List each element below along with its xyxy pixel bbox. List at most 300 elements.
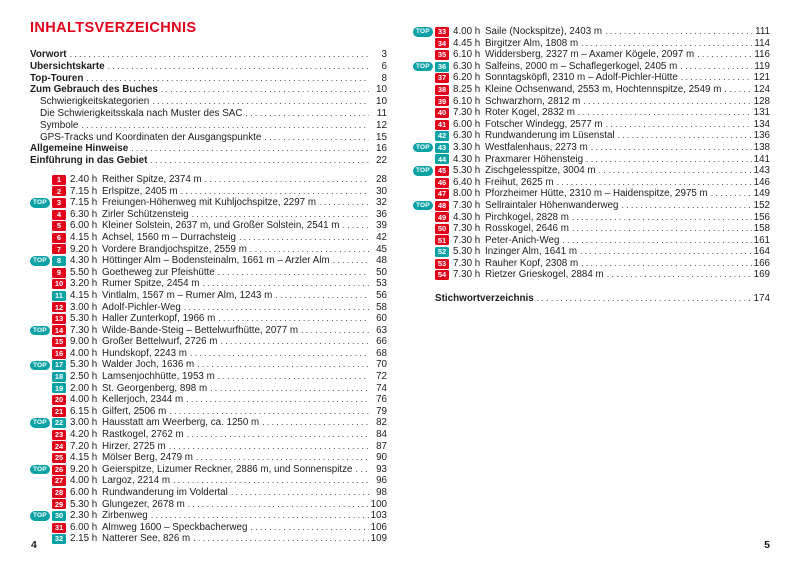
page-title: INHALTSVERZEICHNIS [30, 20, 197, 36]
route-duration: 5.30 h [70, 313, 98, 325]
route-name: Roter Kogel, 2832 m [485, 107, 575, 119]
route-name: Saile (Nockspitze), 2403 m [485, 26, 603, 37]
dot-leader [605, 26, 752, 38]
route-page-number: 106 [370, 521, 387, 533]
route-name: Vintlalm, 1567 m – Rumer Alm, 1243 m [102, 289, 273, 301]
route-entry [413, 26, 770, 38]
route-number-badge: 1 [52, 175, 66, 185]
route-entry [30, 348, 387, 360]
route-duration: 7.30 h [453, 199, 481, 211]
route-duration: 6.00 h [70, 521, 98, 533]
route-name: Sonntagsköpfl, 2310 m – Adolf-Pichler-Hütte [485, 72, 678, 84]
dot-leader [711, 188, 752, 200]
route-duration: 2.30 h [70, 510, 98, 522]
route-duration: 2.50 h [70, 371, 98, 383]
route-page-number: 103 [370, 510, 387, 522]
route-name: Zischgelesspitze, 3004 m [485, 165, 596, 177]
route-number-badge: 31 [52, 523, 66, 533]
route-number-badge: 25 [52, 453, 66, 463]
route-name: Rauher Kopf, 2308 m [485, 257, 579, 269]
route-name: Kellerjoch, 2344 m [102, 394, 184, 406]
top-badge: TOP [30, 256, 50, 266]
route-entry [30, 244, 387, 256]
route-page-number: 100 [370, 498, 387, 510]
route-page-number: 136 [753, 130, 770, 142]
route-duration: 7.30 h [453, 223, 481, 235]
route-entry [413, 130, 770, 142]
route-name: Rietzer Grieskogel, 2884 m [485, 269, 604, 281]
route-page-number: 76 [376, 394, 387, 406]
route-number-badge: 33 [435, 27, 449, 37]
route-page-number: 161 [753, 234, 770, 246]
route-page-number: 82 [376, 417, 387, 429]
route-duration: 3.20 h [70, 278, 98, 290]
route-page-number: 32 [376, 197, 387, 209]
route-duration: 7.30 h [453, 107, 481, 119]
route-entry [413, 154, 770, 166]
top-slot [30, 326, 52, 336]
route-duration: 4.00 h [70, 394, 98, 406]
route-number-badge: 32 [52, 534, 66, 544]
route-duration: 3.00 h [70, 417, 98, 429]
top-slot [413, 143, 435, 153]
dot-leader [131, 143, 369, 155]
route-name: Glungezer, 2678 m [102, 498, 185, 510]
route-name: Birgitzer Alm, 1808 m [485, 37, 579, 49]
route-page-number: 114 [754, 37, 770, 49]
route-entry [30, 417, 387, 429]
route-name: Schwarzhorn, 2812 m [485, 95, 581, 107]
route-number-badge: 22 [52, 418, 66, 428]
toc-entry-label: Übersichtskarte [30, 60, 105, 72]
route-page-number: 42 [376, 231, 387, 243]
route-page-number: 72 [376, 371, 387, 383]
top-slot [413, 201, 435, 211]
top-badge: TOP [413, 27, 433, 37]
page-right [413, 26, 770, 304]
route-duration: 6.30 h [453, 60, 481, 72]
route-duration: 7.15 h [70, 185, 98, 197]
route-number-badge: 20 [52, 395, 66, 405]
top-slot [30, 418, 52, 428]
dot-leader [231, 487, 369, 499]
dot-leader [578, 107, 752, 119]
route-number-badge: 14 [52, 325, 66, 335]
route-name: Inzinger Alm, 1641 m [485, 246, 578, 258]
route-entry [30, 452, 387, 464]
dot-leader [197, 359, 369, 371]
top-badge: TOP [413, 201, 433, 211]
route-name: Praxmarer Höhensteig [485, 153, 584, 165]
toc-entry-page: 8 [381, 72, 387, 84]
route-duration: 4.15 h [70, 452, 98, 464]
top-badge: TOP [30, 418, 50, 428]
route-duration: 3.30 h [453, 141, 481, 153]
route-number-badge: 41 [435, 120, 449, 130]
route-entry [30, 522, 387, 534]
route-number-badge: 3 [52, 198, 66, 208]
route-page-number: 87 [376, 440, 387, 452]
route-list-right [413, 26, 770, 281]
route-page-number: 39 [376, 220, 387, 232]
route-page-number: 164 [753, 246, 770, 258]
route-entry [30, 394, 387, 406]
toc-entry-page: 15 [376, 131, 387, 143]
page-left [30, 20, 387, 545]
index-entry-page: 174 [753, 293, 770, 305]
top-slot [30, 465, 52, 475]
toc-entry-label: Symbole [40, 119, 79, 131]
toc-entry [30, 73, 387, 85]
top-slot [413, 62, 435, 72]
route-page-number: 48 [376, 255, 387, 267]
top-badge: TOP [413, 62, 433, 72]
route-page-number: 30 [376, 185, 387, 197]
route-name: Achsel, 1560 m – Durrachsteig [102, 231, 236, 243]
route-number-badge: 11 [52, 291, 66, 301]
route-duration: 2.40 h [70, 173, 98, 185]
dot-leader [591, 142, 752, 154]
dot-leader [205, 174, 369, 186]
route-duration: 6.15 h [70, 405, 98, 417]
route-name: Kleiner Solstein, 2637 m, und Großer Solstein, 2541 m [102, 220, 340, 232]
toc-entry-page: 12 [376, 119, 387, 131]
top-badge: TOP [30, 198, 50, 208]
route-name: Goetheweg zur Pfeishütte [102, 266, 215, 278]
toc-entry-label: Allgemeine Hinweise [30, 143, 129, 155]
dot-leader [150, 155, 369, 167]
route-entry [30, 313, 387, 325]
route-name: Almweg 1600 – Speckbacherweg [102, 521, 248, 533]
toc-entry [30, 132, 387, 144]
route-number-badge: 44 [435, 154, 449, 164]
toc-entry-label: Einführung in das Gebiet [30, 155, 148, 167]
top-slot [30, 511, 52, 521]
route-name: Adolf-Pichler-Weg [102, 301, 181, 313]
route-page-number: 134 [753, 118, 770, 130]
route-number-badge: 10 [52, 279, 66, 289]
route-number-badge: 49 [435, 212, 449, 222]
toc-entry-label: GPS-Tracks und Koordinaten der Ausgangspunkte [40, 131, 262, 143]
route-page-number: 138 [753, 141, 770, 153]
dot-leader [356, 464, 370, 476]
route-name: St. Georgenberg, 898 m [102, 382, 208, 394]
dot-leader [161, 84, 369, 96]
route-page-number: 166 [753, 257, 770, 269]
route-number-badge: 38 [435, 85, 449, 95]
dot-leader [319, 197, 369, 209]
route-entry [413, 142, 770, 154]
route-name: Pirchkogel, 2828 m [485, 211, 569, 223]
top-badge: TOP [30, 511, 50, 521]
route-entry [30, 278, 387, 290]
dot-leader [580, 246, 752, 258]
route-number-badge: 19 [52, 383, 66, 393]
dot-leader [557, 177, 752, 189]
route-duration: 4.15 h [70, 231, 98, 243]
route-entry [413, 212, 770, 224]
route-entry [30, 406, 387, 418]
dot-leader [246, 108, 369, 120]
route-duration: 7.30 h [70, 324, 98, 336]
dot-leader [607, 269, 752, 281]
route-name: Natterer See, 826 m [102, 533, 191, 545]
route-name: Wilde-Bande-Steig – Bettelwurfhütte, 2077 m [102, 324, 299, 336]
dot-leader [70, 49, 369, 61]
route-page-number: 131 [753, 107, 770, 119]
route-entry [30, 475, 387, 487]
route-page-number: 169 [753, 269, 770, 281]
dot-leader [169, 406, 369, 418]
route-entry [30, 429, 387, 441]
toc-entry [30, 155, 387, 167]
route-duration: 5.30 h [453, 165, 481, 177]
route-number-badge: 27 [52, 476, 66, 486]
route-entry [413, 49, 770, 61]
top-badge: TOP [30, 361, 50, 371]
route-entry [30, 325, 387, 337]
route-entry [413, 119, 770, 131]
toc-entry-page: 6 [381, 60, 387, 72]
route-name: Pforzheimer Hütte, 2310 m – Haidenspitze, 2975 m [485, 188, 708, 200]
route-page-number: 53 [376, 278, 387, 290]
top-slot [30, 361, 52, 371]
route-name: Rastkogel, 2762 m [102, 429, 184, 441]
dot-leader [186, 394, 369, 406]
toc-entry [30, 120, 387, 132]
route-duration: 6.10 h [453, 95, 481, 107]
route-name: Freihut, 2625 m [485, 176, 554, 188]
dot-leader [724, 84, 751, 96]
route-page-number: 84 [376, 429, 387, 441]
route-name: Mölser Berg, 2479 m [102, 452, 193, 464]
route-number-badge: 50 [435, 224, 449, 234]
top-slot [30, 198, 52, 208]
route-duration: 6.00 h [70, 220, 98, 232]
route-number-badge: 52 [435, 247, 449, 257]
route-duration: 7.15 h [70, 197, 98, 209]
dot-leader [173, 475, 369, 487]
dot-leader [188, 499, 369, 511]
dot-leader [187, 429, 369, 441]
route-page-number: 93 [376, 463, 387, 475]
route-number-badge: 21 [52, 407, 66, 417]
dot-leader [218, 267, 369, 279]
route-duration: 4.30 h [70, 255, 98, 267]
route-number-badge: 13 [52, 314, 66, 324]
route-name: Freiungen-Höhenweg mit Kuhljochspitze, 2297 m [102, 197, 317, 209]
route-duration: 6.30 h [453, 130, 481, 142]
route-entry [30, 441, 387, 453]
page-number-left: 4 [31, 539, 37, 551]
top-badge: TOP [413, 166, 433, 176]
route-name: Gilfert, 2506 m [102, 405, 167, 417]
dot-leader [250, 244, 369, 256]
route-entry [413, 223, 770, 235]
route-page-number: 146 [753, 176, 770, 188]
route-page-number: 156 [753, 211, 770, 223]
dot-leader [562, 235, 751, 247]
route-entry [30, 174, 387, 186]
top-slot [413, 166, 435, 176]
toc-entry [30, 108, 387, 120]
route-entry [413, 96, 770, 108]
top-slot [413, 27, 435, 37]
dot-leader [342, 220, 369, 232]
route-name: Widdersberg, 2327 m – Axamer Kögele, 2097 m [485, 49, 695, 61]
route-page-number: 119 [754, 60, 770, 72]
route-duration: 7.30 h [453, 257, 481, 269]
toc-entry-label: Schwierigkeitskategorien [40, 96, 150, 108]
toc-entry-page: 11 [376, 107, 387, 119]
dot-leader [581, 38, 752, 50]
dot-leader [250, 522, 368, 534]
route-page-number: 149 [753, 188, 770, 200]
route-name: Erlspitze, 2405 m [102, 185, 178, 197]
route-name: Höttinger Alm – Bodensteinalm, 1661 m – Arzler Alm [102, 255, 330, 267]
route-page-number: 158 [753, 223, 770, 235]
route-entry [413, 84, 770, 96]
route-duration: 9.20 h [70, 463, 98, 475]
dot-leader [193, 533, 368, 545]
dot-leader [220, 336, 369, 348]
route-duration: 4.30 h [453, 211, 481, 223]
route-number-badge: 26 [52, 465, 66, 475]
route-number-badge: 48 [435, 201, 449, 211]
dot-leader [599, 165, 752, 177]
route-number-badge: 46 [435, 178, 449, 188]
route-duration: 9.00 h [70, 336, 98, 348]
route-number-badge: 30 [52, 511, 66, 521]
route-page-number: 109 [370, 533, 387, 545]
route-page-number: 74 [376, 382, 387, 394]
route-name: Walder Joch, 1636 m [102, 359, 195, 371]
route-number-badge: 18 [52, 372, 66, 382]
route-page-number: 36 [376, 208, 387, 220]
route-page-number: 66 [376, 336, 387, 348]
route-number-badge: 17 [52, 360, 66, 370]
dot-leader [697, 49, 752, 61]
route-duration: 2.00 h [70, 382, 98, 394]
dot-leader [572, 223, 752, 235]
route-entry [30, 383, 387, 395]
route-number-badge: 29 [52, 499, 66, 509]
route-entry [413, 269, 770, 281]
route-duration: 9.20 h [70, 243, 98, 255]
route-entry [413, 177, 770, 189]
toc-entry [30, 143, 387, 155]
dot-leader [333, 255, 369, 267]
route-name: Geierspitze, Lizumer Reckner, 2886 m, und Sonnenspitze [102, 463, 353, 475]
route-entry [30, 499, 387, 511]
route-name: Reither Spitze, 2374 m [102, 173, 202, 185]
route-duration: 6.10 h [453, 49, 481, 61]
dot-leader [264, 132, 369, 144]
route-entry [413, 188, 770, 200]
dot-leader [583, 96, 751, 108]
dot-leader [621, 200, 751, 212]
route-duration: 6.00 h [453, 118, 481, 130]
route-page-number: 60 [376, 313, 387, 325]
route-duration: 4.15 h [70, 289, 98, 301]
route-duration: 3.00 h [70, 301, 98, 313]
toc-entry-label: Top-Touren [30, 72, 84, 84]
route-number-badge: 36 [435, 62, 449, 72]
route-entry [30, 533, 387, 545]
route-name: Westfalenhaus, 2273 m [485, 141, 588, 153]
index-entry-row [435, 293, 770, 304]
route-page-number: 143 [753, 165, 770, 177]
route-number-badge: 7 [52, 244, 66, 254]
route-page-number: 58 [376, 301, 387, 313]
dot-leader [572, 212, 752, 224]
route-name: Rundwanderung im Lüsenstal [485, 130, 615, 142]
route-name: Rundwanderung im Voldertal [102, 487, 228, 498]
route-number-badge: 6 [52, 233, 66, 243]
route-entry [30, 359, 387, 371]
front-matter-list [30, 49, 387, 167]
route-entry [413, 107, 770, 119]
dot-leader [184, 302, 369, 314]
route-entry [30, 510, 387, 522]
route-duration: 6.00 h [70, 487, 98, 498]
route-duration: 2.15 h [70, 533, 98, 545]
route-name: Sellraintaler Höhenwanderweg [485, 199, 619, 211]
route-duration: 7.20 h [70, 440, 98, 452]
route-number-badge: 45 [435, 166, 449, 176]
route-name: Hirzer, 2725 m [102, 440, 166, 452]
route-page-number: 68 [376, 347, 387, 359]
route-page-number: 128 [753, 95, 770, 107]
route-entry [30, 464, 387, 476]
dot-leader [192, 209, 369, 221]
route-page-number: 121 [753, 72, 770, 84]
route-entry [413, 235, 770, 247]
route-number-badge: 40 [435, 108, 449, 118]
toc-entry-page: 16 [376, 143, 387, 155]
route-page-number: 111 [755, 26, 770, 37]
route-page-number: 98 [376, 487, 387, 498]
route-entry [30, 487, 387, 499]
route-page-number: 45 [376, 243, 387, 255]
dot-leader [262, 417, 369, 429]
route-name: Haller Zunterkopf, 1966 m [102, 313, 216, 325]
route-number-badge: 39 [435, 96, 449, 106]
dot-leader [190, 348, 369, 360]
route-duration: 6.30 h [70, 208, 98, 220]
route-name: Kleine Ochsenwand, 2553 m, Hochtennspitze, 2549 m [485, 83, 722, 95]
route-entry [413, 246, 770, 258]
route-page-number: 124 [753, 83, 770, 95]
route-page-number: 90 [376, 452, 387, 464]
route-entry [30, 232, 387, 244]
route-duration: 8.00 h [453, 188, 481, 200]
toc-entry [30, 96, 387, 108]
route-page-number: 116 [754, 49, 770, 61]
route-number-badge: 54 [435, 270, 449, 280]
dot-leader [152, 96, 369, 108]
route-number-badge: 51 [435, 235, 449, 245]
route-entry [30, 186, 387, 198]
dot-leader [151, 510, 369, 522]
route-number-badge: 28 [52, 488, 66, 498]
route-number-badge: 16 [52, 349, 66, 359]
route-number-badge: 47 [435, 189, 449, 199]
route-name: Rumer Spitze, 2454 m [102, 278, 200, 290]
route-page-number: 63 [376, 324, 387, 336]
route-entry [413, 38, 770, 50]
route-duration: 5.50 h [70, 266, 98, 278]
